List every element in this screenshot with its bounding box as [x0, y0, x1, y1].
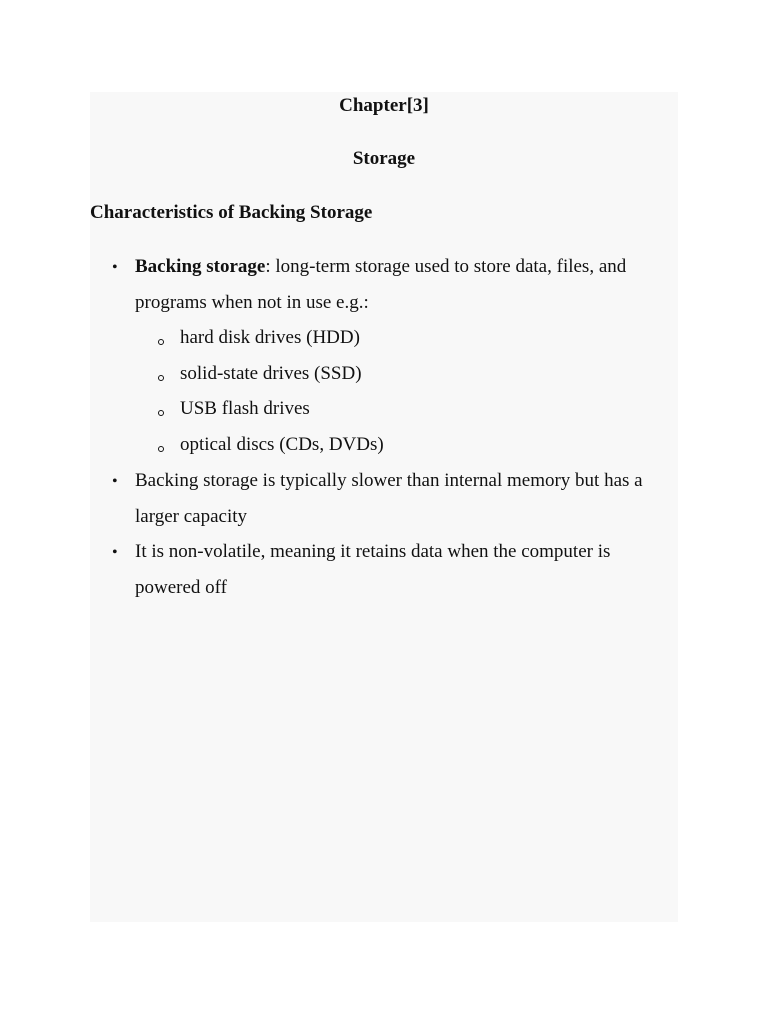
bullet-2-line-2: larger capacity [135, 506, 247, 527]
bullet-1-line-2: programs when not in use e.g.: [135, 292, 369, 313]
bullet-marker: • [112, 473, 118, 490]
bullet-3-line-1: It is non-volatile, meaning it retains data when the computer is [135, 541, 611, 562]
section-title: Storage [352, 148, 416, 169]
section-heading: Characteristics of Backing Storage [90, 202, 373, 223]
sub-bullet-marker [158, 410, 164, 416]
sub-bullet-marker [158, 446, 164, 452]
sub-item-1: hard disk drives (HDD) [180, 327, 360, 348]
bullet-marker: • [112, 544, 118, 561]
bullet-2-line-1: Backing storage is typically slower than internal memory but has a [135, 470, 643, 491]
sub-item-4: optical discs (CDs, DVDs) [180, 434, 384, 455]
sub-bullet-marker [158, 375, 164, 381]
bullet-1-text: : long-term storage used to store data, files, and [265, 256, 627, 277]
bullet-1-line-1 [135, 255, 626, 279]
bullet-1-term: Backing storage [135, 256, 266, 277]
chapter-title: Chapter[3] [339, 95, 429, 116]
bullet-marker: • [112, 259, 118, 276]
sub-item-3: USB flash drives [180, 398, 310, 419]
sub-item-2: solid-state drives (SSD) [180, 363, 362, 384]
sub-bullet-marker [158, 339, 164, 345]
bullet-3-line-2: powered off [135, 577, 227, 598]
